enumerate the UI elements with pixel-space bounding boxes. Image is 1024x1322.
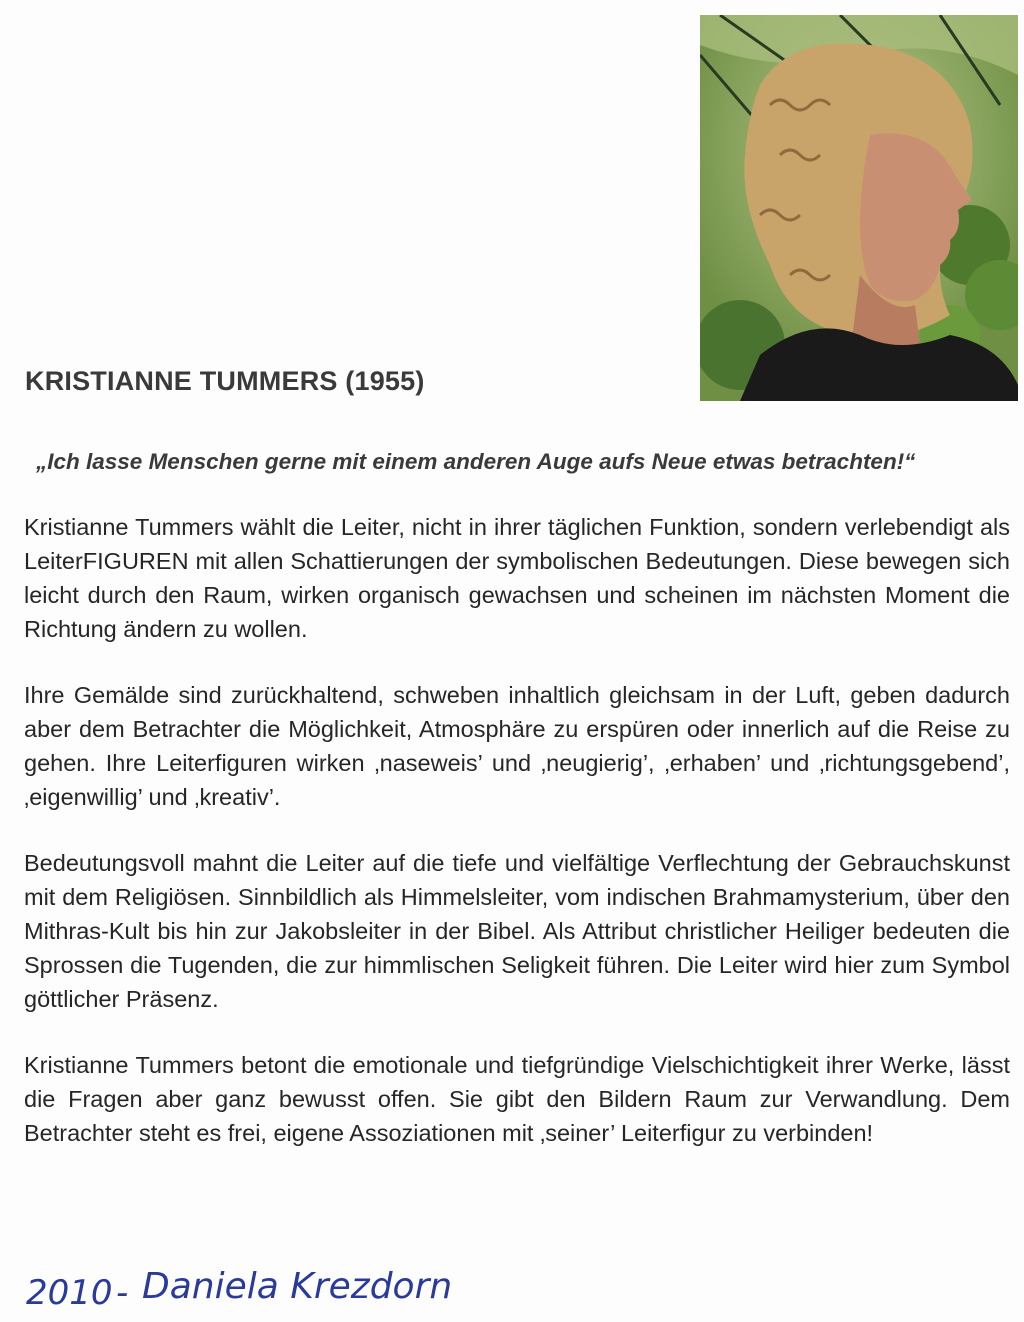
signature-year: 2010	[26, 1273, 113, 1313]
paragraph: Bedeutungsvoll mahnt die Leiter auf die tiefe und vielfältige Verflechtung der Gebrauchskunst mit dem Religiösen. Sinnbildlich als Himmelsleiter, vom indischen Brahmamysterium, über den Mithras-Kult bis hin zur Jakobsleiter in der Bibel. Als Attribut christlicher Heiliger bedeuten die Sprossen die Tugenden, die zur himmlischen Seligkeit führen. Die Leiter wird hier zum Symbol göttlicher Präsenz.	[24, 850, 1010, 1012]
signature-separator: -	[116, 1273, 129, 1313]
body-text	[24, 510, 1010, 1182]
paragraph: Kristianne Tummers wählt die Leiter, nicht in ihrer täglichen Funktion, sondern verlebendigt als LeiterFIGUREN mit allen Schattierungen der symbolischen Bedeutungen. Diese bewegen sich leicht durch den Raum, wirken organisch gewachsen und scheinen im nächsten Moment die Richtung ändern zu wollen.	[24, 514, 1010, 642]
handwritten-signature	[24, 1252, 454, 1322]
artist-quote: „Ich lasse Menschen gerne mit einem anderen Auge aufs Neue etwas betrachten!“	[36, 449, 916, 474]
paragraph: Ihre Gemälde sind zurückhaltend, schweben inhaltlich gleichsam in der Luft, geben dadurch aber dem Betrachter die Möglichkeit, Atmosphäre zu erspüren oder innerlich auf die Reise zu gehen. Ihre Leiterfiguren wirken ‚naseweis’ und ‚neugierig’, ‚erhaben’ und ‚richtungsgebend’, ‚eigenwillig’ und ‚kreativ’.	[24, 682, 1010, 810]
portrait-photo	[700, 15, 1018, 401]
artist-heading: KRISTIANNE TUMMERS (1955)	[25, 366, 425, 396]
paragraph: Kristianne Tummers betont die emotionale und tiefgründige Vielschichtigkeit ihrer Werke, lässt die Fragen aber ganz bewusst offen. Sie gibt den Bildern Raum zur Verwandlung. Dem Betrachter steht es frei, eigene Assoziationen mit ‚seiner’ Leiterfigur zu verbinden!	[24, 1052, 1010, 1146]
portrait-icon	[700, 15, 1018, 401]
signature-name: Daniela Krezdorn	[142, 1266, 453, 1307]
